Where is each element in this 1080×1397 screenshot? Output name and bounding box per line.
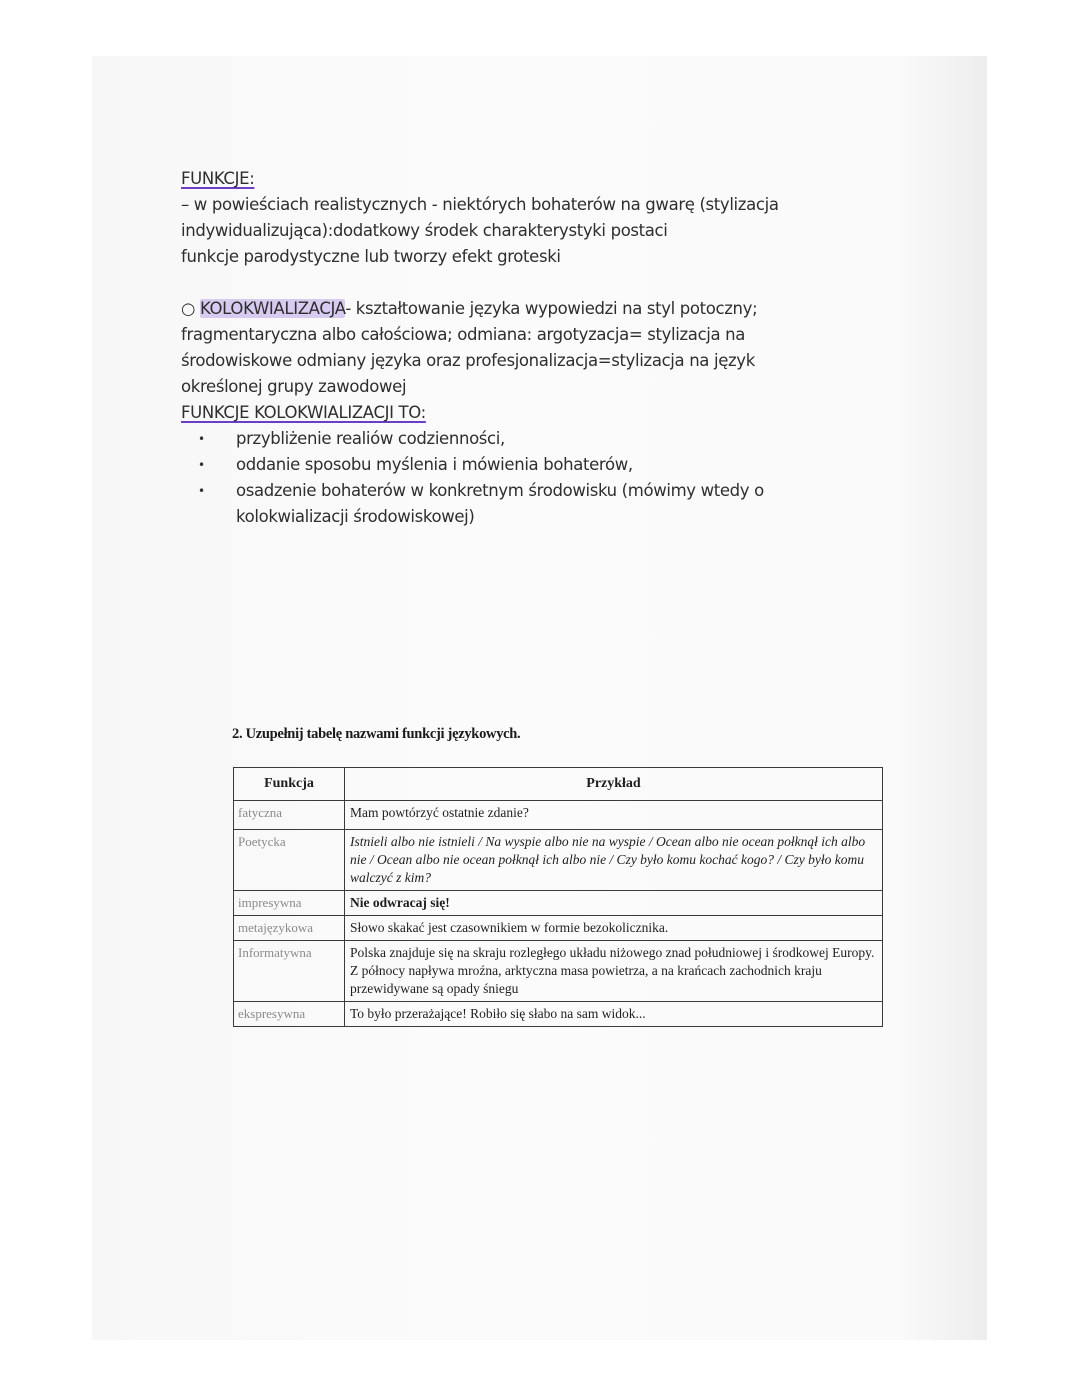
definition-line-2: fragmentaryczna albo całościowa; odmiana: argotyzacja= stylizacja na <box>181 325 746 344</box>
example-cell: Polska znajduje się na skraju rozległego układu niżowego znad południowej i środkowej Europy. Z północy napływa mroźna, arktyczna masa powietrza, a na krańcach zachodnich kraju przewidywane są opady śniegu <box>345 941 883 1002</box>
list-item: • przybliżenie realiów codzienności, <box>181 426 841 452</box>
table-row <box>234 801 883 830</box>
example-cell: Nie odwracaj się! <box>345 891 883 916</box>
function-cell: impresywna <box>234 891 345 916</box>
spacer <box>181 270 841 296</box>
para1-line-3: funkcje parodystyczne lub tworzy efekt groteski <box>181 247 561 266</box>
circle-bullet-icon: ○ <box>181 299 196 318</box>
table-row <box>234 941 883 1002</box>
definition-first-line: - kształtowanie języka wypowiedzi na styl potoczny; <box>345 299 758 318</box>
heading-funkcje <box>181 166 841 192</box>
definition-line-4: określonej grupy zawodowej <box>181 377 407 396</box>
kolokwializacja-definition <box>181 296 841 322</box>
function-cell: metajęzykowa <box>234 916 345 941</box>
heading-funkcje-kolokwializacji-text: FUNKCJE KOLOKWIALIZACJI TO: <box>181 403 426 422</box>
table-header-row <box>234 768 883 801</box>
list-item: • oddanie sposobu myślenia i mówienia bohaterów, <box>181 452 841 478</box>
table-row <box>234 916 883 941</box>
table-row <box>234 891 883 916</box>
example-cell: Słowo skakać jest czasownikiem w formie bezokolicznika. <box>345 916 883 941</box>
list-item: • osadzenie bohaterów w konkretnym środowisku (mówimy wtedy o <box>181 478 841 504</box>
example-cell: Istnieli albo nie istnieli / Na wyspie albo nie na wyspie / Ocean albo nie ocean połknął ich albo nie / Ocean albo nie ocean połknął ich albo nie / Czy było komu kochać kogo? / Czy było komu walczyć z kim? <box>345 830 883 891</box>
function-cell: fatyczna <box>234 801 345 830</box>
function-cell: ekspresywna <box>234 1002 345 1027</box>
functions-table <box>233 767 883 1027</box>
heading-funkcje-kolokwializacji <box>181 400 841 426</box>
heading-funkcje-text: FUNKCJE: <box>181 169 255 188</box>
para1-line-2: indywidualizująca):dodatkowy środek charakterystyki postaci <box>181 221 668 240</box>
function-cell: Poetycka <box>234 830 345 891</box>
list-item-continuation: kolokwializacji środowiskowej) <box>236 507 475 526</box>
notes-section <box>181 166 841 530</box>
header-przyklad: Przykład <box>345 768 883 801</box>
table-row <box>234 1002 883 1027</box>
functions-list <box>181 426 841 530</box>
function-cell: Informatywna <box>234 941 345 1002</box>
para1-line-1: – w powieściach realistycznych - niektórych bohaterów na gwarę (stylizacja <box>181 195 779 214</box>
definition-line-3: środowiskowe odmiany języka oraz profesjonalizacja=stylizacja na język <box>181 351 755 370</box>
table-row <box>234 830 883 891</box>
header-funkcja: Funkcja <box>234 768 345 801</box>
task-title: 2. Uzupełnij tabelę nazwami funkcji językowych. <box>232 726 521 742</box>
example-cell: Mam powtórzyć ostatnie zdanie? <box>345 801 883 830</box>
term-kolokwializacja: KOLOKWIALIZACJA <box>199 299 346 318</box>
example-cell: To było przerażające! Robiło się słabo na sam widok... <box>345 1002 883 1027</box>
